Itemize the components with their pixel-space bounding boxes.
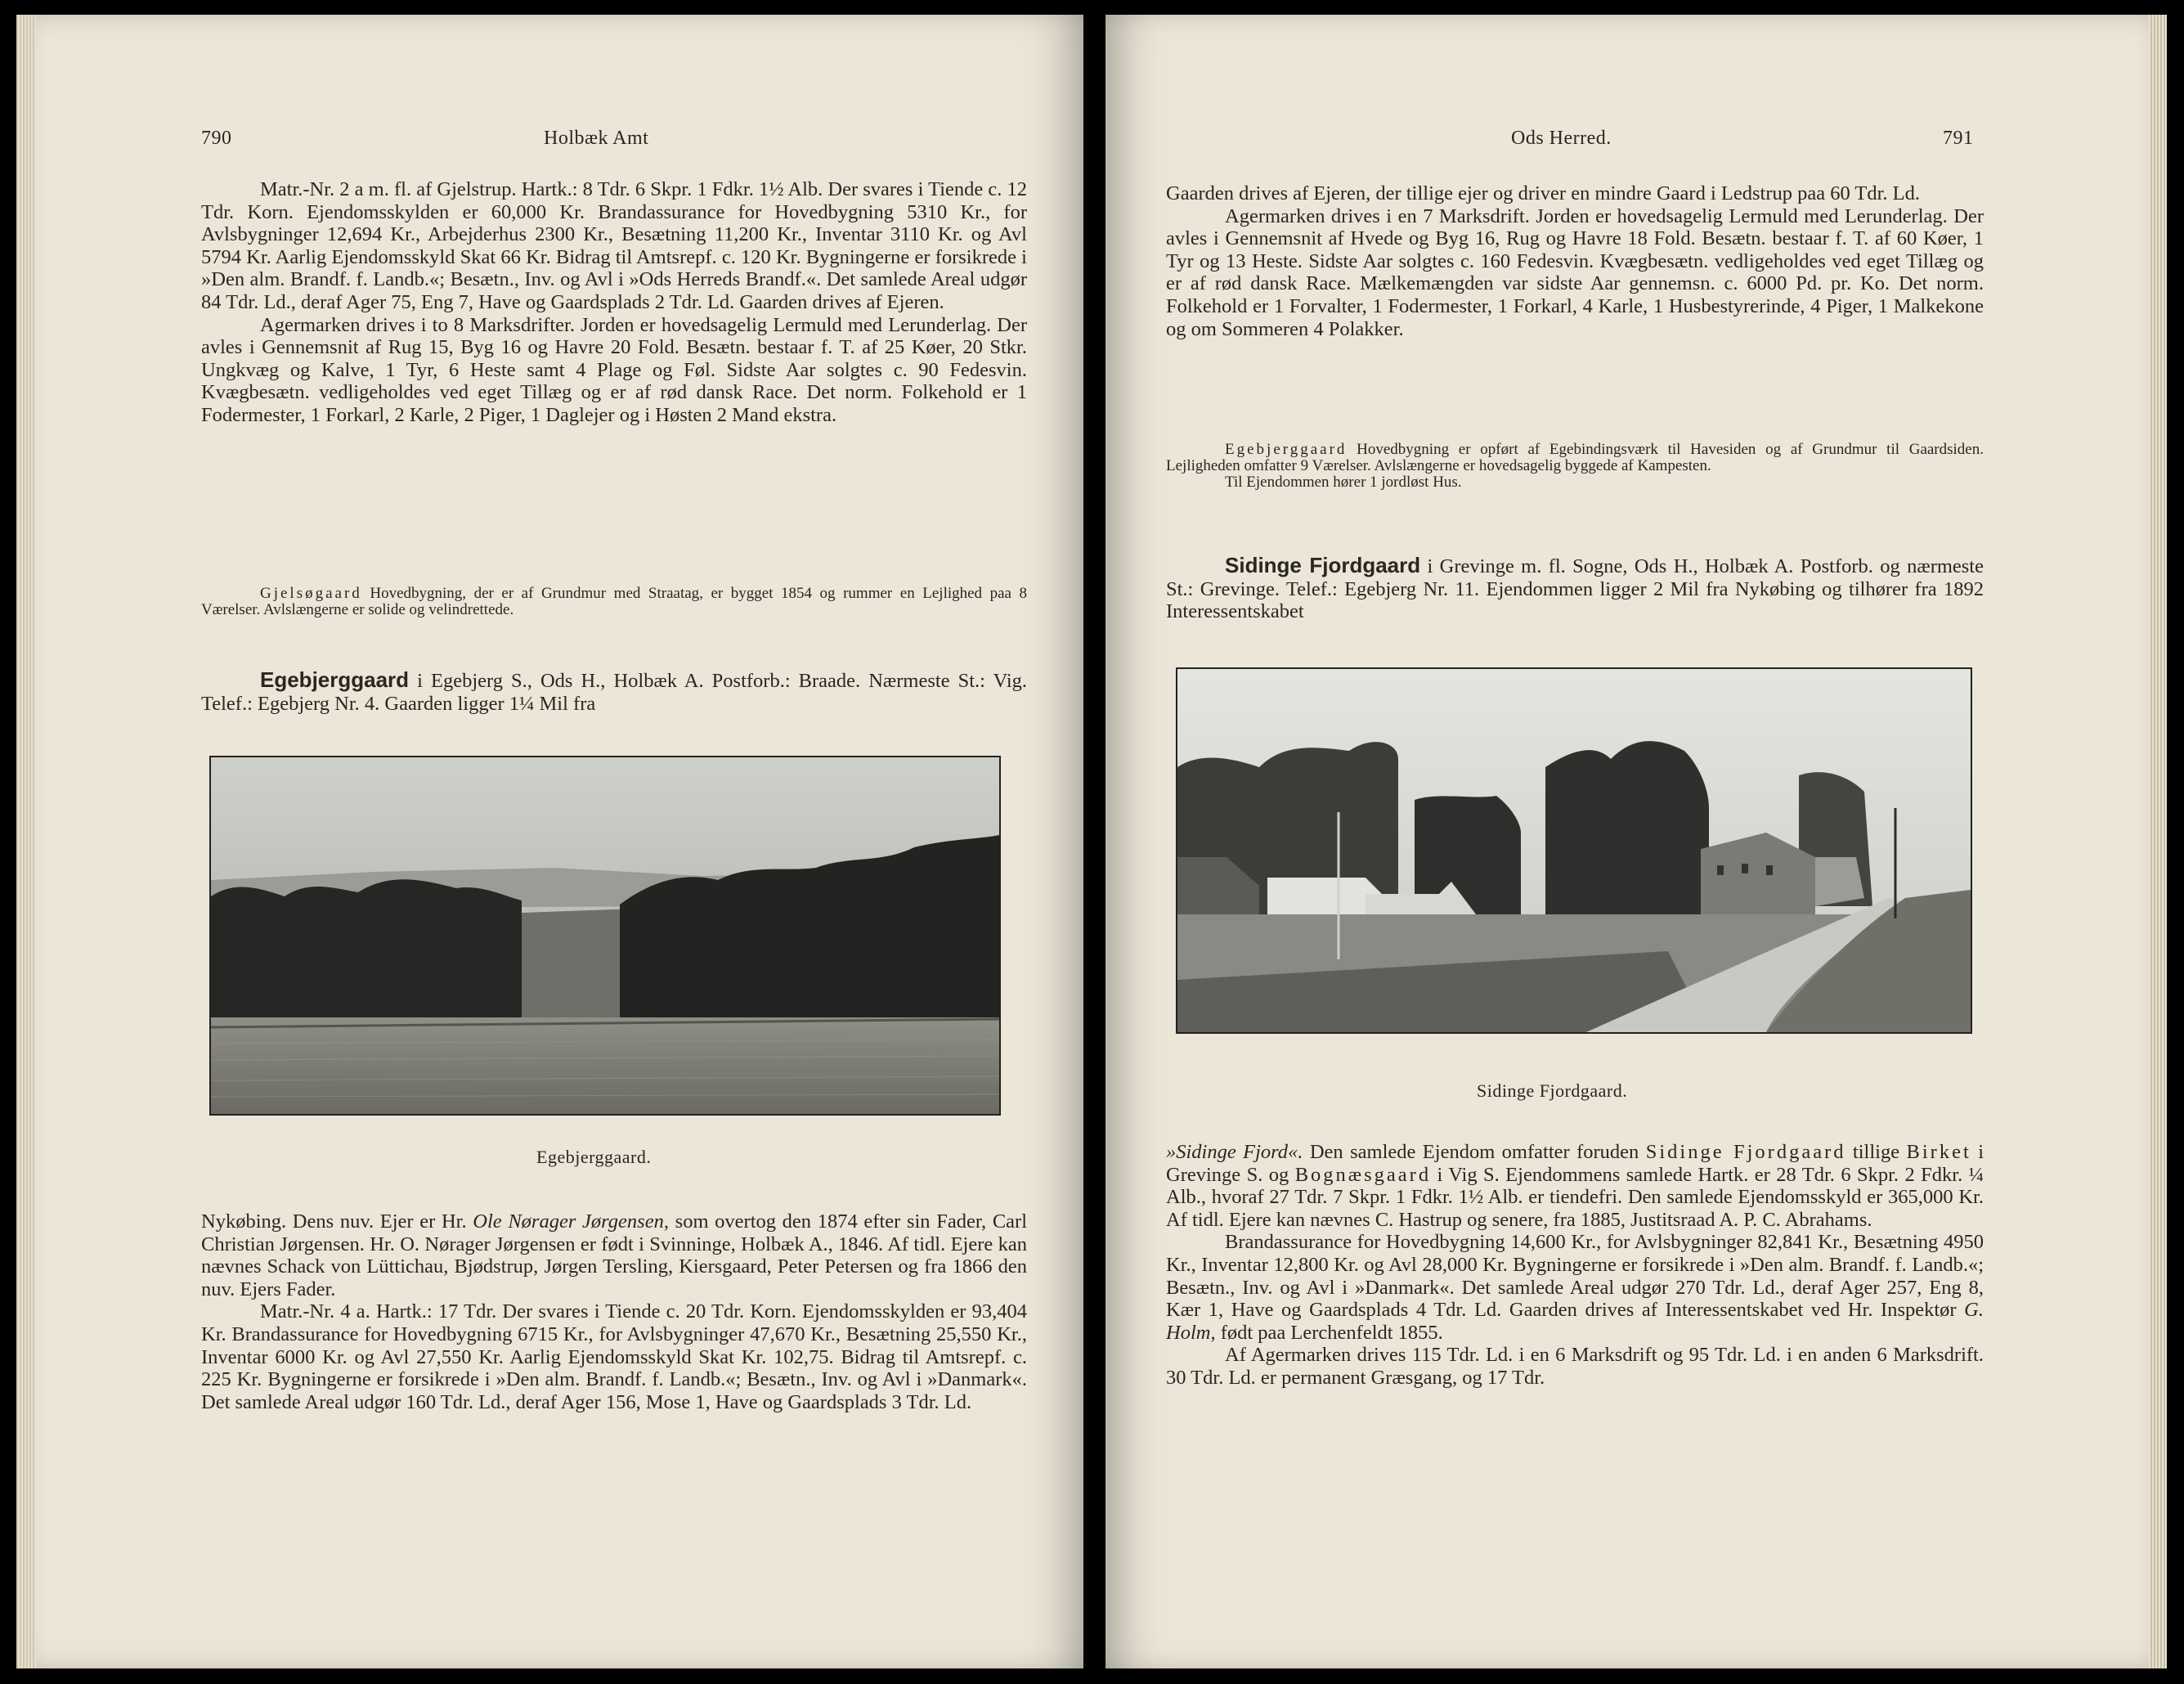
left-page	[16, 15, 1083, 1668]
small-note	[201, 586, 1027, 618]
note-second: Til Ejendommen hører 1 jordløst Hus.	[1225, 474, 1462, 491]
page-number: 791	[1943, 128, 1974, 149]
page-number: 790	[201, 128, 232, 149]
paragraph: Gaarden drives af Ejeren, der tillige ejer og driver en mindre Gaard i Ledstrup paa 60 Tdr. Ld.	[1166, 182, 1921, 204]
inspector-name: G. Holm,	[1166, 1299, 1984, 1344]
photo-sidinge-fjordgaard	[1176, 667, 1972, 1034]
text-span: i Grevinge S. og	[1166, 1141, 1984, 1186]
owner-name: Ole Nørager Jørgensen,	[473, 1210, 669, 1233]
running-head: Ods Herred.	[1511, 128, 1612, 149]
text-span: i Vig S. Ejendommens samlede Hartk. er 28 Tdr. 6 Skpr. 2 Fdkr. ¼ Alb., hvoraf 27 Tdr. 7 Skpr. 1 Fdkr. 1½ Alb. er tiendefri. Den samlede Ejendomsskyld er 365,000 Kr. Af tidl. Ejere kan nævnes C. Hastrup og senere, fra 1885, Justitsraad A. P. C. Abrahams.	[1166, 1163, 1984, 1231]
photo-egebjerggaard	[209, 756, 1001, 1116]
note-lead: Gjelsøgaard	[260, 585, 362, 602]
quoted-name: »Sidinge Fjord«.	[1166, 1141, 1303, 1163]
entry-heading: Sidinge Fjordgaard	[1225, 553, 1421, 577]
entry-text: i Grevinge m. fl. Sogne, Ods H., Holbæk A. Postforb. og nærmeste St.: Grevinge. Telef.: Egebjerg Nr. 11. Ejendommen ligger 2 Mil fra Nykøbing og tilhører fra 1892 Interessentskabet	[1166, 555, 1984, 623]
page-edge	[2149, 15, 2167, 1668]
text-span: Brandassurance for Hovedbygning 14,600 Kr., for Avlsbygninger 82,841 Kr., Besætning 4950 Kr., Inventar 12,800 Kr. og Avl 28,000 Kr. Bygningerne er forsikrede i »Den alm. Brandf. f. Landb.«; Besætn., Inv. og Avl i »Danmark«. Det samlede Areal udgør 270 Tdr. Ld., deraf Ager 257, Eng 8, Kær 1, Have og Gaardsplads 4 Tdr. Ld. Gaarden drives af Interessentskabet ved Hr. Inspektør	[1166, 1231, 1984, 1322]
photo-caption: Egebjerggaard.	[536, 1147, 652, 1167]
text-span: Nykøbing. Dens nuv. Ejer er Hr.	[201, 1210, 467, 1233]
entry-heading: Egebjerggaard	[260, 667, 410, 692]
text-span: født paa Lerchenfeldt 1855.	[1220, 1321, 1443, 1344]
text-span: Den samlede Ejendom omfatter foruden	[1309, 1141, 1639, 1163]
entry-intro	[1166, 555, 1984, 623]
entry-intro	[201, 669, 1027, 715]
text-block-bottom	[1166, 1141, 1984, 1390]
text-block-top	[1166, 182, 1984, 340]
paragraph: Matr.-Nr. 2 a m. fl. af Gjelstrup. Hartk.: 8 Tdr. 6 Skpr. 1 Fdkr. 1½ Alb. Der svares i Tiende c. 12 Tdr. Korn. Ejendomsskylden er 60,000 Kr. Brandassurance for Hovedbygning 5310 Kr., for Avlsbygninger 12,694 Kr., Arbejderhus 2300 Kr., Besætning 11,200 Kr., Inventar 3110 Kr. og Avl 5794 Kr. Aarlig Ejendomsskyld Skat 66 Kr. Bidrag til Amtsrepf. c. 120 Kr. Bygningerne er forsikrede i »Den alm. Brandf. f. Landb.«; Besætn., Inv. og Avl i »Ods Herreds Brandf.«. Det samlede Areal udgør 84 Tdr. Ld., deraf Ager 75, Eng 7, Have og Gaardsplads 2 Tdr. Ld. Gaarden drives af Ejeren.	[201, 178, 1027, 313]
running-head: Holbæk Amt	[544, 128, 649, 149]
right-page	[1105, 15, 2167, 1668]
paragraph: Agermarken drives i en 7 Marksdrift. Jorden er hovedsagelig Lermuld med Lerunderlag. Der avles i Gennemsnit af Hvede og Byg 16, Rug og Havre 18 Fold. Besætn. bestaar f. T. af 60 Køer, 1 Tyr og 13 Heste. Sidste Aar solgtes c. 160 Fedesvin. Kvægbesætn. vedligeholdes ved eget Tillæg og er af rød dansk Race. Mælkemængden var sidste Aar gennemsn. c. 6000 Pd. pr. Ko. Det norm. Folkehold er 1 Forvalter, 1 Fodermester, 1 Forkarl, 4 Karle, 1 Husbestyrerinde, 4 Piger, 1 Malkekone og om Sommeren 4 Polakker.	[1166, 204, 1984, 340]
text-span: som overtog den 1874 efter sin Fader, Carl Christian Jørgensen. Hr. O. Nørager Jørgensen er født i Svinninge, Holbæk A., 1846. Af tidl. Ejere kan nævnes Schack von Lüttichau, Bjødstrup, Jørgen Tersling, Kiersgaard, Peter Petersen og fra 1866 den nuv. Ejers Fader.	[201, 1210, 1028, 1300]
note-text: Hovedbygning er opført af Egebindingsværk til Havesiden og af Grundmur til Gaardsiden. Lejligheden omfatter 9 Værelser. Avlslængerne er hovedsagelig byggede af Kampesten.	[1166, 441, 1984, 474]
entry-text: i Egebjerg S., Ods H., Holbæk A. Postforb.: Braade. Nærmeste St.: Vig. Telef.: Egebjerg Nr. 4. Gaarden ligger 1¼ Mil fra	[201, 670, 1028, 715]
paragraph: Af Agermarken drives 115 Tdr. Ld. i en 6 Marksdrift og 95 Tdr. Ld. i en anden 6 Marksdrift. 30 Tdr. Ld. er permanent Græsgang, og 17 Tdr.	[1166, 1344, 1984, 1389]
spaced-name: Bognæsgaard	[1294, 1163, 1432, 1186]
paragraph: Agermarken drives i to 8 Marksdrifter. Jorden er hovedsagelig Lermuld med Lerunderlag. Der avles i Gennemsnit af Rug 15, Byg 16 og Havre 20 Fold. Besætn. bestaar f. T. af 25 Køer, 20 Stkr. Ungkvæg og Kalve, 1 Tyr, 6 Heste samt 4 Plage og Føl. Sidste Aar solgtes c. 90 Fedesvin. Kvægbesætn. vedligeholdes ved eget Tillæg og er af rød dansk Race. Det norm. Folkehold er 1 Fodermester, 1 Forkarl, 2 Karle, 2 Piger, 1 Daglejer og i Høsten 2 Mand ekstra.	[201, 313, 1027, 426]
text-block-bottom	[201, 1210, 1027, 1413]
page-edge	[16, 15, 36, 1668]
text-block-top	[201, 178, 1027, 427]
text-span: tillige	[1852, 1141, 1900, 1163]
small-note	[1166, 442, 1984, 491]
note-text: Hovedbygning, der er af Grundmur med Straatag, er bygget 1854 og rummer en Lejlighed paa 8 Værelser. Avlslængerne er solide og velindrettede.	[201, 585, 1028, 618]
spaced-name: Sidinge Fjordgaard	[1645, 1141, 1846, 1163]
spaced-name: Birket	[1906, 1141, 1971, 1163]
photo-caption: Sidinge Fjordgaard.	[1477, 1080, 1628, 1101]
note-lead: Egebjerggaard	[1225, 441, 1348, 458]
paragraph: Matr.-Nr. 4 a. Hartk.: 17 Tdr. Der svares i Tiende c. 20 Tdr. Korn. Ejendomsskylden er 93,404 Kr. Brandassurance for Hovedbygning 6715 Kr., for Avlsbygninger 47,670 Kr., Besætning 25,550 Kr., Inventar 6000 Kr. og Avl 27,550 Kr. Aarlig Ejendomsskyld Skat Kr. 102,75. Bidrag til Amtsrepf. c. 225 Kr. Bygningerne er forsikrede i »Den alm. Brandf. f. Landb.«; Besætn., Inv. og Avl i »Danmark«. Det samlede Areal udgør 160 Tdr. Ld., deraf Ager 156, Mose 1, Have og Gaardsplads 3 Tdr. Ld.	[201, 1300, 1027, 1413]
